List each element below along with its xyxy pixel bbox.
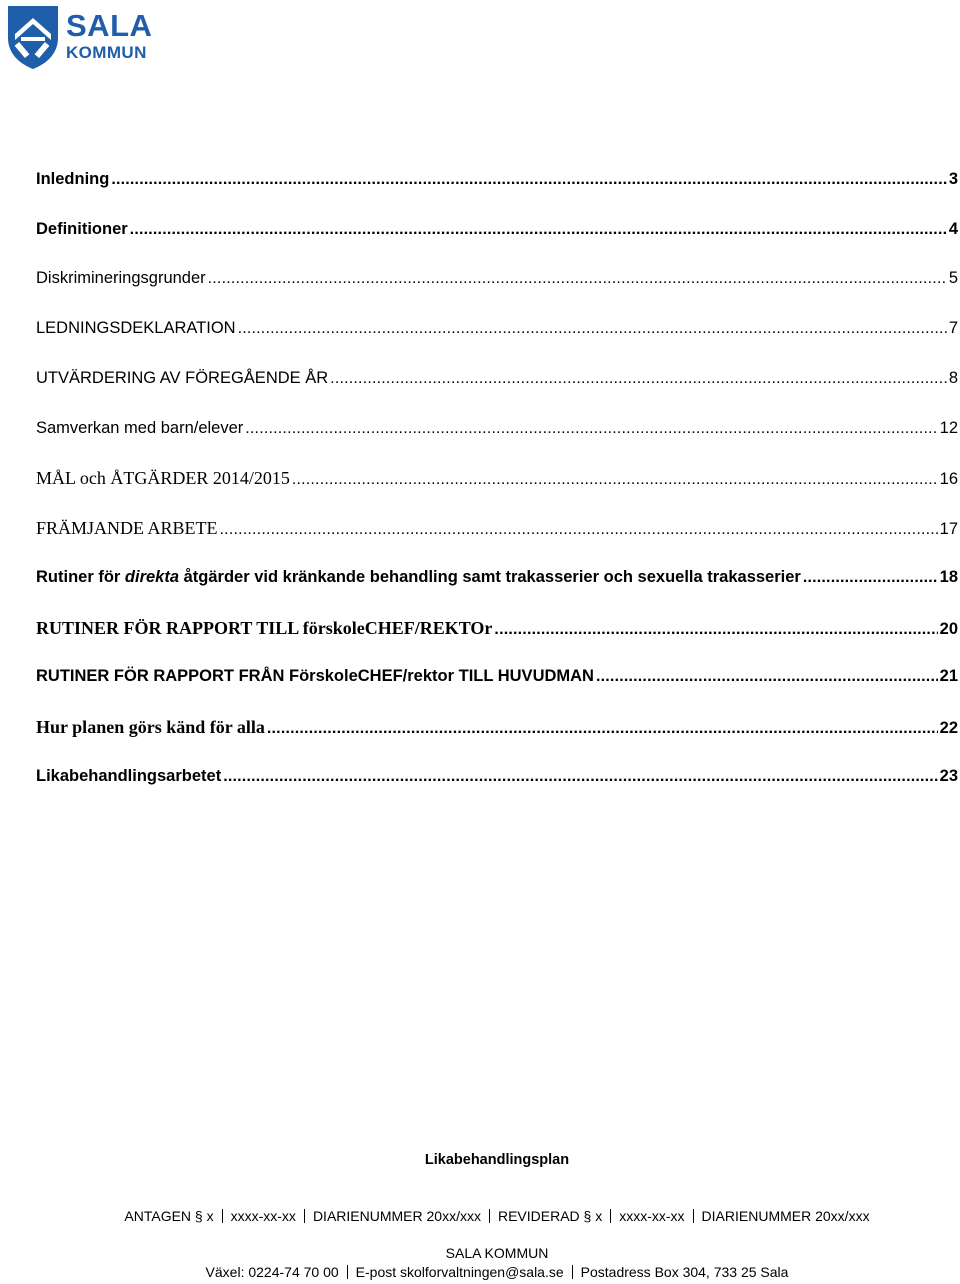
toc-entry-title: Samverkan med barn/elever [36,419,244,437]
toc-leader-dots [803,569,938,587]
toc-entry-framjande-arbete[interactable] [36,518,958,548]
toc-leader-dots [330,370,947,388]
contact-separator [572,1265,573,1279]
meta-antagen: ANTAGEN § x [124,1208,214,1224]
toc-entry-title: Diskrimineringsgrunder [36,269,206,287]
toc-entry-page: 12 [939,419,958,437]
toc-entry-title: MÅL och ÅTGÄRDER 2014/2015 [36,468,290,488]
meta-diarienummer: DIARIENUMMER 20xx/xxx [312,1208,481,1224]
toc-entry-definitioner[interactable] [36,220,958,250]
toc-entry-page: 16 [939,470,958,488]
toc-title-emphasis: direkta [124,568,180,586]
footer-organization: SALA KOMMUN [445,1245,549,1261]
footer-document-meta [17,1208,960,1224]
toc-entry-rutiner-rapport-till[interactable] [36,618,958,648]
shield-crest-icon [6,4,60,70]
toc-leader-dots [494,621,937,639]
toc-leader-dots [596,668,938,686]
toc-leader-dots [111,171,946,189]
meta-separator [693,1209,694,1223]
contact-email[interactable]: E-post skolforvaltningen@sala.se [355,1264,564,1280]
logo-line-2: KOMMUN [66,43,147,62]
logo-wordmark [66,10,152,61]
toc-entry-page: 22 [939,719,958,737]
toc-entry-title [36,568,801,587]
meta-separator [304,1209,305,1223]
toc-entry-page: 4 [948,220,958,238]
toc-entry-title: FRÄMJANDE ARBETE [36,518,218,538]
contact-postal-address: Postadress Box 304, 733 25 Sala [580,1264,789,1280]
toc-entry-title: Hur planen görs känd för alla [36,717,265,737]
meta-antagen-date: xxxx-xx-xx [230,1208,296,1224]
toc-entry-mal-och-atgarder[interactable] [36,468,958,498]
contact-phone: Växel: 0224-74 70 00 [205,1264,339,1280]
toc-entry-page: 18 [939,568,958,586]
toc-entry-page: 5 [948,269,958,287]
toc-entry-utvardering[interactable] [36,369,958,399]
toc-entry-ledningsdeklaration[interactable] [36,319,958,349]
toc-entry-title: LEDNINGSDEKLARATION [36,319,236,337]
toc-entry-page: 7 [948,319,958,337]
toc-entry-page: 17 [939,520,958,538]
meta-separator [489,1209,490,1223]
toc-leader-dots [130,221,947,239]
meta-separator [610,1209,611,1223]
toc-entry-rutiner-rapport-fran[interactable] [36,667,958,697]
toc-entry-samverkan[interactable] [36,419,958,449]
toc-entry-title: Definitioner [36,220,128,238]
meta-diarienummer-2: DIARIENUMMER 20xx/xxx [701,1208,870,1224]
toc-entry-diskrimineringsgrunder[interactable] [36,269,958,299]
toc-leader-dots [245,420,937,438]
toc-entry-page: 23 [939,767,958,785]
logo-line-1: SALA [66,8,153,43]
toc-entry-likabehandlingsarbetet[interactable] [36,767,958,797]
toc-leader-dots [238,320,947,338]
toc-entry-title: UTVÄRDERING AV FÖREGÅENDE ÅR [36,369,329,387]
toc-entry-page: 8 [948,369,958,387]
toc-entry-hur-planen[interactable] [36,717,958,747]
meta-reviderad-date: xxxx-xx-xx [619,1208,685,1224]
toc-entry-title: Inledning [36,170,110,188]
toc-leader-dots [220,521,938,539]
toc-entry-page: 21 [939,667,958,685]
toc-entry-page: 3 [948,170,958,188]
toc-entry-title: Likabehandlingsarbetet [36,767,222,785]
sala-kommun-logo [6,4,166,74]
meta-separator [222,1209,223,1223]
toc-entry-page: 20 [939,620,958,638]
toc-entry-rutiner-direkta[interactable] [36,568,958,598]
toc-leader-dots [292,471,938,489]
toc-entry-title: RUTINER FÖR RAPPORT TILL förskoleCHEF/REKTOr [36,618,493,638]
toc-entry-inledning[interactable] [36,170,958,200]
meta-reviderad: REVIDERAD § x [497,1208,603,1224]
toc-leader-dots [208,270,947,288]
footer-contact [17,1264,960,1280]
toc-leader-dots [223,768,937,786]
toc-title-part: Rutiner för [36,568,125,586]
toc-entry-title: RUTINER FÖR RAPPORT FRÅN FörskoleCHEF/rektor TILL HUVUDMAN [36,667,594,685]
contact-separator [347,1265,348,1279]
footer-document-title: Likabehandlingsplan [424,1152,570,1168]
toc-leader-dots [267,720,938,738]
toc-title-part: åtgärder vid kränkande behandling samt trakasserier och sexuella trakasserier [179,568,801,586]
